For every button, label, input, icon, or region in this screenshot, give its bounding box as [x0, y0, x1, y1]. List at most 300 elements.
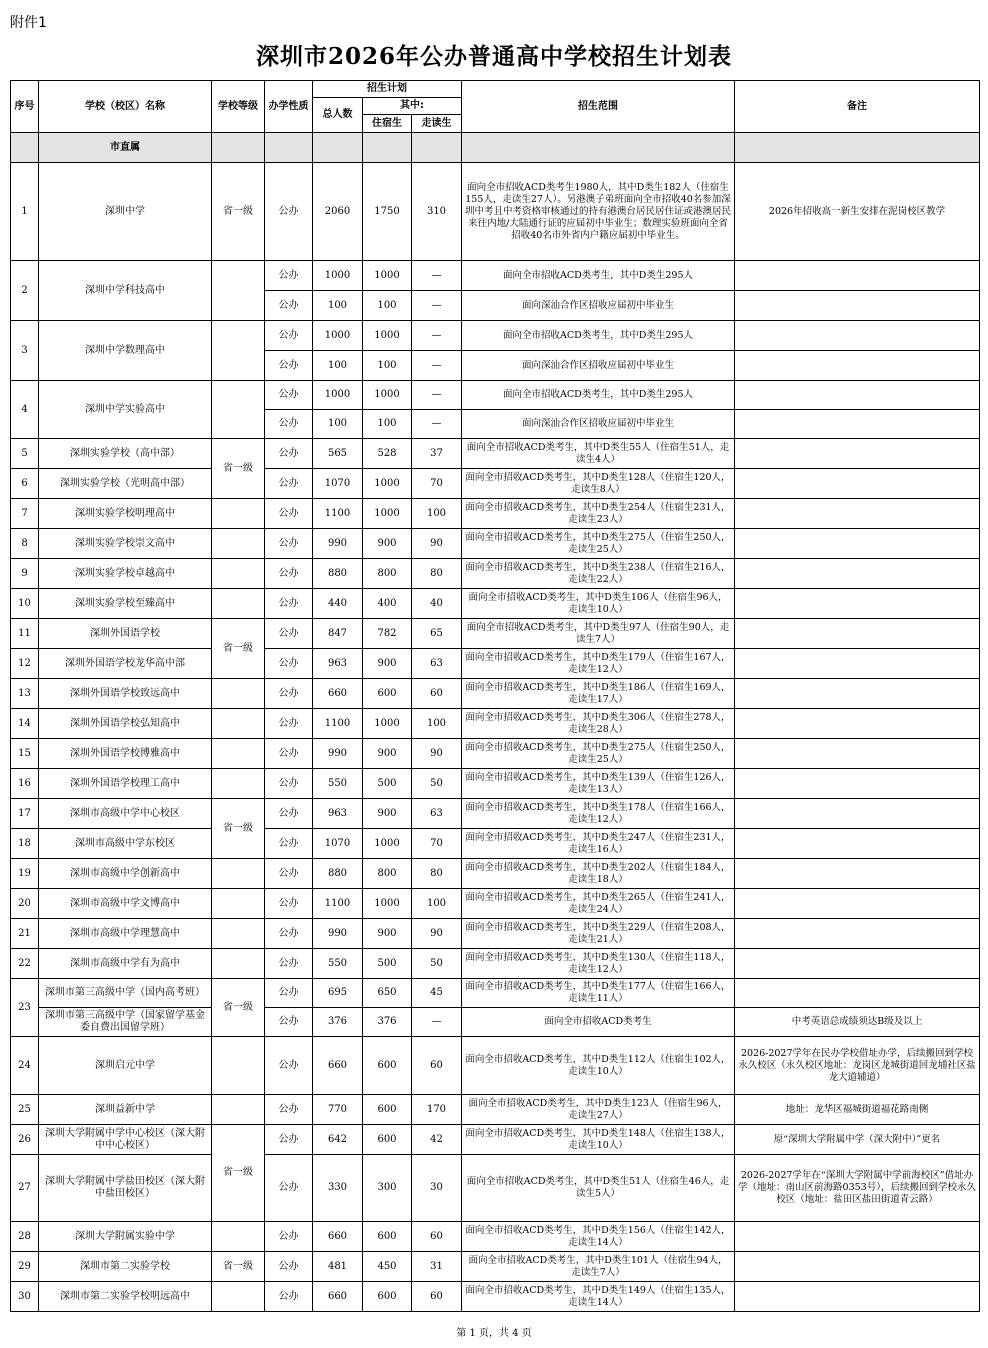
school-name: 深圳市高级中学创新高中 — [39, 859, 212, 889]
school-nature: 公办 — [265, 499, 313, 529]
row-no: 6 — [11, 469, 39, 499]
school-nature: 公办 — [265, 469, 313, 499]
school-name: 深圳外国语学校 — [39, 619, 212, 649]
school-nature: 公办 — [265, 799, 313, 829]
section-empty-cell — [11, 133, 39, 163]
board-count: 1000 — [363, 261, 412, 291]
row-no: 29 — [11, 1252, 39, 1282]
total-count: 2060 — [313, 163, 363, 261]
row-no: 25 — [11, 1095, 39, 1125]
table-row — [11, 829, 980, 859]
row-no: 27 — [11, 1155, 39, 1222]
board-count: 500 — [363, 949, 412, 979]
table-row — [11, 1155, 980, 1222]
board-count: 100 — [363, 351, 412, 381]
enroll-scope: 面向全市招收ACD类考生，其中D类生295人 — [462, 381, 735, 410]
remark — [735, 979, 980, 1008]
remark — [735, 649, 980, 679]
total-count: 565 — [313, 439, 363, 469]
header-among: 其中: — [363, 98, 462, 115]
remark — [735, 799, 980, 829]
enroll-scope: 面向全市招收ACD类考生，其中D类生51人（住宿生46人，走读生5人） — [462, 1155, 735, 1222]
row-no: 9 — [11, 559, 39, 589]
school-name: 深圳中学科技高中 — [39, 261, 212, 321]
day-count: 80 — [412, 559, 462, 589]
school-nature: 公办 — [265, 529, 313, 559]
school-name: 深圳外国语学校博雅高中 — [39, 739, 212, 769]
attachment-label: 附件1 — [10, 15, 47, 31]
remark — [735, 469, 980, 499]
school-level — [212, 859, 265, 889]
board-count: 650 — [363, 979, 412, 1008]
school-name: 深圳中学实验高中 — [39, 381, 212, 439]
school-name: 深圳实验学校崇文高中 — [39, 529, 212, 559]
remark — [735, 949, 980, 979]
day-count: 63 — [412, 649, 462, 679]
day-count: 310 — [412, 163, 462, 261]
school-nature: 公办 — [265, 889, 313, 919]
total-count: 660 — [313, 1222, 363, 1252]
total-count: 376 — [313, 1008, 363, 1037]
school-name: 深圳市高级中学东校区 — [39, 829, 212, 859]
school-nature: 公办 — [265, 291, 313, 321]
table-row — [11, 589, 980, 619]
total-count: 770 — [313, 1095, 363, 1125]
remark — [735, 739, 980, 769]
school-nature: 公办 — [265, 261, 313, 291]
enroll-scope: 面向全市招收ACD类考生，其中D类生123人（住宿生96人，走读生27人） — [462, 1095, 735, 1125]
day-count: 65 — [412, 619, 462, 649]
total-count: 880 — [313, 559, 363, 589]
total-count: 100 — [313, 410, 363, 439]
day-count: 60 — [412, 1037, 462, 1095]
school-name: 深圳益新中学 — [39, 1095, 212, 1125]
school-name: 深圳市第二实验学校明远高中 — [39, 1282, 212, 1312]
table-row — [11, 261, 980, 291]
board-count: 100 — [363, 291, 412, 321]
row-no: 7 — [11, 499, 39, 529]
row-no: 28 — [11, 1222, 39, 1252]
day-count: 30 — [412, 1155, 462, 1222]
enroll-scope: 面向全市招收ACD类考生，其中D类生295人 — [462, 261, 735, 291]
enroll-scope: 面向全市招收ACD类考生，其中D类生275人（住宿生250人，走读生25人） — [462, 529, 735, 559]
school-nature: 公办 — [265, 679, 313, 709]
board-count: 900 — [363, 739, 412, 769]
school-level — [212, 889, 265, 919]
day-count: — — [412, 1008, 462, 1037]
board-count: 1000 — [363, 321, 412, 351]
enroll-scope: 面向全市招收ACD类考生，其中D类生156人（住宿生142人，走读生14人） — [462, 1222, 735, 1252]
total-count: 100 — [313, 291, 363, 321]
row-no: 17 — [11, 799, 39, 829]
total-count: 1100 — [313, 499, 363, 529]
table-row — [11, 919, 980, 949]
board-count: 100 — [363, 410, 412, 439]
table-row — [11, 949, 980, 979]
enroll-scope: 面向全市招收ACD类考生，其中D类生238人（住宿生216人，走读生22人） — [462, 559, 735, 589]
school-nature: 公办 — [265, 919, 313, 949]
school-nature: 公办 — [265, 979, 313, 1008]
row-no: 2 — [11, 261, 39, 321]
school-nature: 公办 — [265, 769, 313, 799]
school-level — [212, 529, 265, 559]
row-no: 14 — [11, 709, 39, 739]
day-count: 42 — [412, 1125, 462, 1155]
board-count: 376 — [363, 1008, 412, 1037]
school-nature: 公办 — [265, 859, 313, 889]
school-nature: 公办 — [265, 410, 313, 439]
school-name: 深圳实验学校卓越高中 — [39, 559, 212, 589]
day-count: 90 — [412, 919, 462, 949]
enroll-scope: 面向深汕合作区招收应届初中毕业生 — [462, 351, 735, 381]
row-no: 21 — [11, 919, 39, 949]
remark — [735, 410, 980, 439]
school-name: 深圳实验学校明理高中 — [39, 499, 212, 529]
school-level: 省一级 — [212, 979, 265, 1037]
school-nature: 公办 — [265, 619, 313, 649]
day-count: 100 — [412, 709, 462, 739]
day-count: — — [412, 351, 462, 381]
total-count: 990 — [313, 739, 363, 769]
board-count: 900 — [363, 529, 412, 559]
day-count: 90 — [412, 529, 462, 559]
row-no: 23 — [11, 979, 39, 1037]
row-no: 16 — [11, 769, 39, 799]
total-count: 660 — [313, 1037, 363, 1095]
total-count: 963 — [313, 799, 363, 829]
day-count: 45 — [412, 979, 462, 1008]
table-row — [11, 739, 980, 769]
school-name: 深圳外国语学校龙华高中部 — [39, 649, 212, 679]
school-level: 省一级 — [212, 799, 265, 859]
enroll-scope: 面向全市招收ACD类考生，其中D类生254人（住宿生231人，走读生23人） — [462, 499, 735, 529]
table-row — [11, 619, 980, 649]
row-no: 18 — [11, 829, 39, 859]
day-count: 70 — [412, 829, 462, 859]
remark — [735, 589, 980, 619]
board-count: 528 — [363, 439, 412, 469]
table-row — [11, 1037, 980, 1095]
school-level: 省一级 — [212, 163, 265, 261]
day-count: 100 — [412, 889, 462, 919]
table-row — [11, 769, 980, 799]
school-name: 深圳市第二实验学校 — [39, 1252, 212, 1282]
school-nature: 公办 — [265, 163, 313, 261]
table-row — [11, 1282, 980, 1312]
remark — [735, 381, 980, 410]
page-title: 深圳市2026年公办普通高中学校招生计划表 — [255, 43, 732, 70]
enroll-scope: 面向全市招收ACD类考生，其中D类生229人（住宿生208人，走读生21人） — [462, 919, 735, 949]
enroll-scope: 面向全市招收ACD类考生，其中D类生179人（住宿生167人，走读生12人） — [462, 649, 735, 679]
total-count: 1000 — [313, 381, 363, 410]
remark — [735, 321, 980, 351]
table-row — [11, 529, 980, 559]
school-name: 深圳中学数理高中 — [39, 321, 212, 381]
table-row — [11, 1008, 980, 1037]
board-count: 900 — [363, 649, 412, 679]
day-count: — — [412, 291, 462, 321]
row-no: 3 — [11, 321, 39, 381]
school-nature: 公办 — [265, 1282, 313, 1312]
enroll-scope: 面向全市招收ACD类考生，其中D类生101人（住宿生94人，走读生7人） — [462, 1252, 735, 1282]
total-count: 1070 — [313, 469, 363, 499]
school-nature: 公办 — [265, 649, 313, 679]
row-no: 11 — [11, 619, 39, 649]
school-nature: 公办 — [265, 1222, 313, 1252]
table-row — [11, 889, 980, 919]
row-no: 22 — [11, 949, 39, 979]
enroll-scope: 面向全市招收ACD类考生 — [462, 1008, 735, 1037]
school-nature: 公办 — [265, 1125, 313, 1155]
remark — [735, 709, 980, 739]
school-level — [212, 261, 265, 321]
remark — [735, 679, 980, 709]
row-no: 26 — [11, 1125, 39, 1155]
school-name: 深圳实验学校（高中部） — [39, 439, 212, 469]
total-count: 642 — [313, 1125, 363, 1155]
remark — [735, 889, 980, 919]
enroll-scope: 面向全市招收ACD类考生，其中D类生55人（住宿生51人，走读生4人） — [462, 439, 735, 469]
row-no: 19 — [11, 859, 39, 889]
enroll-scope: 面向全市招收ACD类考生，其中D类生275人（住宿生250人，走读生25人） — [462, 739, 735, 769]
school-level: 省一级 — [212, 439, 265, 499]
table-row — [11, 649, 980, 679]
school-level: 省一级 — [212, 1125, 265, 1222]
table-row — [11, 1252, 980, 1282]
header-scope: 招生范围 — [462, 81, 735, 133]
row-no: 1 — [11, 163, 39, 261]
table-row — [11, 1125, 980, 1155]
day-count: 80 — [412, 859, 462, 889]
enroll-scope: 面向全市招收ACD类考生，其中D类生97人（住宿生90人，走读生7人） — [462, 619, 735, 649]
enroll-scope: 面向深汕合作区招收应届初中毕业生 — [462, 410, 735, 439]
board-count: 1000 — [363, 469, 412, 499]
total-count: 550 — [313, 949, 363, 979]
total-count: 481 — [313, 1252, 363, 1282]
remark — [735, 559, 980, 589]
header-board: 住宿生 — [363, 115, 412, 133]
school-name: 深圳中学 — [39, 163, 212, 261]
header-total: 总人数 — [313, 98, 363, 133]
remark — [735, 261, 980, 291]
day-count: — — [412, 410, 462, 439]
enroll-scope: 面向全市招收ACD类考生，其中D类生295人 — [462, 321, 735, 351]
day-count: 31 — [412, 1252, 462, 1282]
day-count: 50 — [412, 949, 462, 979]
board-count: 600 — [363, 679, 412, 709]
enroll-scope: 面向全市招收ACD类考生，其中D类生247人（住宿生231人，走读生16人） — [462, 829, 735, 859]
school-level — [212, 949, 265, 979]
total-count: 847 — [313, 619, 363, 649]
remark — [735, 919, 980, 949]
section-label: 市直属 — [39, 133, 212, 163]
school-nature: 公办 — [265, 351, 313, 381]
school-name: 深圳市第三高级中学（国内高考班） — [39, 979, 212, 1008]
school-level — [212, 769, 265, 799]
school-level — [212, 1095, 265, 1125]
total-count: 1100 — [313, 889, 363, 919]
school-nature: 公办 — [265, 1155, 313, 1222]
school-name: 深圳市高级中学中心校区 — [39, 799, 212, 829]
total-count: 550 — [313, 769, 363, 799]
remark — [735, 829, 980, 859]
remark: 2026-2027学年在“深圳大学附属中学前海校区”借址办学（地址：南山区前海路0353号），后续搬回到学校永久校区（地址：盐田区盐田街道青云路） — [735, 1155, 980, 1222]
school-level: 省一级 — [212, 619, 265, 679]
enroll-scope: 面向全市招收ACD类考生1980人，其中D类生182人（住宿生155人，走读生27人）。另港澳子弟班面向全市招收40名参加深圳中考且中考资格审核通过的持有港澳台居民居住证或港澳居民来往内地/大陆通行证的应届初中毕业生；数理实验班面向全省招收40名市外省内户籍应届初中毕业生。 — [462, 163, 735, 261]
total-count: 880 — [313, 859, 363, 889]
school-nature: 公办 — [265, 559, 313, 589]
remark: 原“深圳大学附属中学（深大附中）”更名 — [735, 1125, 980, 1155]
day-count: 40 — [412, 589, 462, 619]
school-level — [212, 1282, 265, 1312]
enrollment-table — [10, 80, 980, 1312]
day-count: 60 — [412, 1282, 462, 1312]
table-row — [11, 499, 980, 529]
school-level — [212, 679, 265, 709]
row-no: 30 — [11, 1282, 39, 1312]
board-count: 900 — [363, 799, 412, 829]
total-count: 440 — [313, 589, 363, 619]
day-count: 63 — [412, 799, 462, 829]
board-count: 1000 — [363, 829, 412, 859]
school-level — [212, 559, 265, 589]
total-count: 1000 — [313, 321, 363, 351]
row-no: 13 — [11, 679, 39, 709]
school-nature: 公办 — [265, 829, 313, 859]
school-nature: 公办 — [265, 1252, 313, 1282]
header-day: 走读生 — [412, 115, 462, 133]
school-nature: 公办 — [265, 709, 313, 739]
total-count: 660 — [313, 679, 363, 709]
day-count: 50 — [412, 769, 462, 799]
school-level — [212, 709, 265, 739]
board-count: 300 — [363, 1155, 412, 1222]
school-nature: 公办 — [265, 949, 313, 979]
header-no: 序号 — [11, 81, 39, 133]
school-level — [212, 589, 265, 619]
remark: 地址：龙华区福城街道福花路南侧 — [735, 1095, 980, 1125]
total-count: 963 — [313, 649, 363, 679]
day-count: 100 — [412, 499, 462, 529]
remark — [735, 499, 980, 529]
total-count: 990 — [313, 529, 363, 559]
school-name: 深圳市高级中学有为高中 — [39, 949, 212, 979]
board-count: 800 — [363, 859, 412, 889]
school-level — [212, 1222, 265, 1252]
board-count: 600 — [363, 1125, 412, 1155]
row-no: 24 — [11, 1037, 39, 1095]
header-school: 学校（校区）名称 — [39, 81, 212, 133]
school-nature: 公办 — [265, 321, 313, 351]
table-row — [11, 709, 980, 739]
day-count: — — [412, 381, 462, 410]
day-count: 90 — [412, 739, 462, 769]
total-count: 1100 — [313, 709, 363, 739]
row-no: 15 — [11, 739, 39, 769]
day-count: — — [412, 261, 462, 291]
board-count: 800 — [363, 559, 412, 589]
board-count: 600 — [363, 1282, 412, 1312]
remark — [735, 1222, 980, 1252]
school-name: 深圳实验学校至臻高中 — [39, 589, 212, 619]
school-level — [212, 1037, 265, 1095]
remark — [735, 351, 980, 381]
board-count: 1000 — [363, 499, 412, 529]
remark — [735, 291, 980, 321]
school-nature: 公办 — [265, 1095, 313, 1125]
school-level — [212, 381, 265, 439]
total-count: 330 — [313, 1155, 363, 1222]
school-level: 省一级 — [212, 1252, 265, 1282]
board-count: 600 — [363, 1095, 412, 1125]
school-name: 深圳大学附属中学盐田校区（深大附中盐田校区） — [39, 1155, 212, 1222]
enroll-scope: 面向全市招收ACD类考生，其中D类生177人（住宿生166人，走读生11人） — [462, 979, 735, 1008]
enroll-scope: 面向全市招收ACD类考生，其中D类生130人（住宿生118人，走读生12人） — [462, 949, 735, 979]
school-name: 深圳启元中学 — [39, 1037, 212, 1095]
board-count: 500 — [363, 769, 412, 799]
total-count: 695 — [313, 979, 363, 1008]
header-level: 学校等级 — [212, 81, 265, 133]
board-count: 1000 — [363, 889, 412, 919]
table-row — [11, 979, 980, 1008]
remark — [735, 439, 980, 469]
remark: 2026年招收高一新生安排在泥岗校区教学 — [735, 163, 980, 261]
school-level — [212, 499, 265, 529]
table-row — [11, 799, 980, 829]
row-no: 20 — [11, 889, 39, 919]
enroll-scope: 面向全市招收ACD类考生，其中D类生106人（住宿生96人，走读生10人） — [462, 589, 735, 619]
day-count: 60 — [412, 679, 462, 709]
remark — [735, 1282, 980, 1312]
board-count: 1750 — [363, 163, 412, 261]
board-count: 1000 — [363, 381, 412, 410]
school-level — [212, 919, 265, 949]
board-count: 600 — [363, 1222, 412, 1252]
enroll-scope: 面向全市招收ACD类考生，其中D类生148人（住宿生138人，走读生10人） — [462, 1125, 735, 1155]
table-row — [11, 439, 980, 469]
table-row — [11, 381, 980, 410]
total-count: 660 — [313, 1282, 363, 1312]
school-name: 深圳大学附属实验中学 — [39, 1222, 212, 1252]
table-row — [11, 679, 980, 709]
enroll-scope: 面向全市招收ACD类考生，其中D类生112人（住宿生102人，走读生10人） — [462, 1037, 735, 1095]
enroll-scope: 面向全市招收ACD类考生，其中D类生306人（住宿生278人，走读生28人） — [462, 709, 735, 739]
row-no: 12 — [11, 649, 39, 679]
row-no: 5 — [11, 439, 39, 469]
enroll-scope: 面向全市招收ACD类考生，其中D类生128人（住宿生120人，走读生8人） — [462, 469, 735, 499]
remark — [735, 859, 980, 889]
remark — [735, 769, 980, 799]
remark — [735, 1252, 980, 1282]
school-name: 深圳市第三高级中学（国家留学基金委自费出国留学班） — [39, 1008, 212, 1037]
day-count: 70 — [412, 469, 462, 499]
total-count: 990 — [313, 919, 363, 949]
enroll-scope: 面向全市招收ACD类考生，其中D类生265人（住宿生241人，走读生24人） — [462, 889, 735, 919]
enroll-scope: 面向全市招收ACD类考生，其中D类生186人（住宿生169人，走读生17人） — [462, 679, 735, 709]
school-name: 深圳外国语学校弘知高中 — [39, 709, 212, 739]
row-no: 10 — [11, 589, 39, 619]
table-row — [11, 1222, 980, 1252]
remark — [735, 619, 980, 649]
row-no: 4 — [11, 381, 39, 439]
table-row — [11, 469, 980, 499]
board-count: 782 — [363, 619, 412, 649]
remark: 2026-2027学年在民办学校借址办学，后续搬回到学校永久校区（永久校区地址：龙岗区龙城街道回龙埔社区盐龙大道辅道） — [735, 1037, 980, 1095]
total-count: 1000 — [313, 261, 363, 291]
remark — [735, 529, 980, 559]
school-name: 深圳市高级中学理慧高中 — [39, 919, 212, 949]
total-count: 100 — [313, 351, 363, 381]
